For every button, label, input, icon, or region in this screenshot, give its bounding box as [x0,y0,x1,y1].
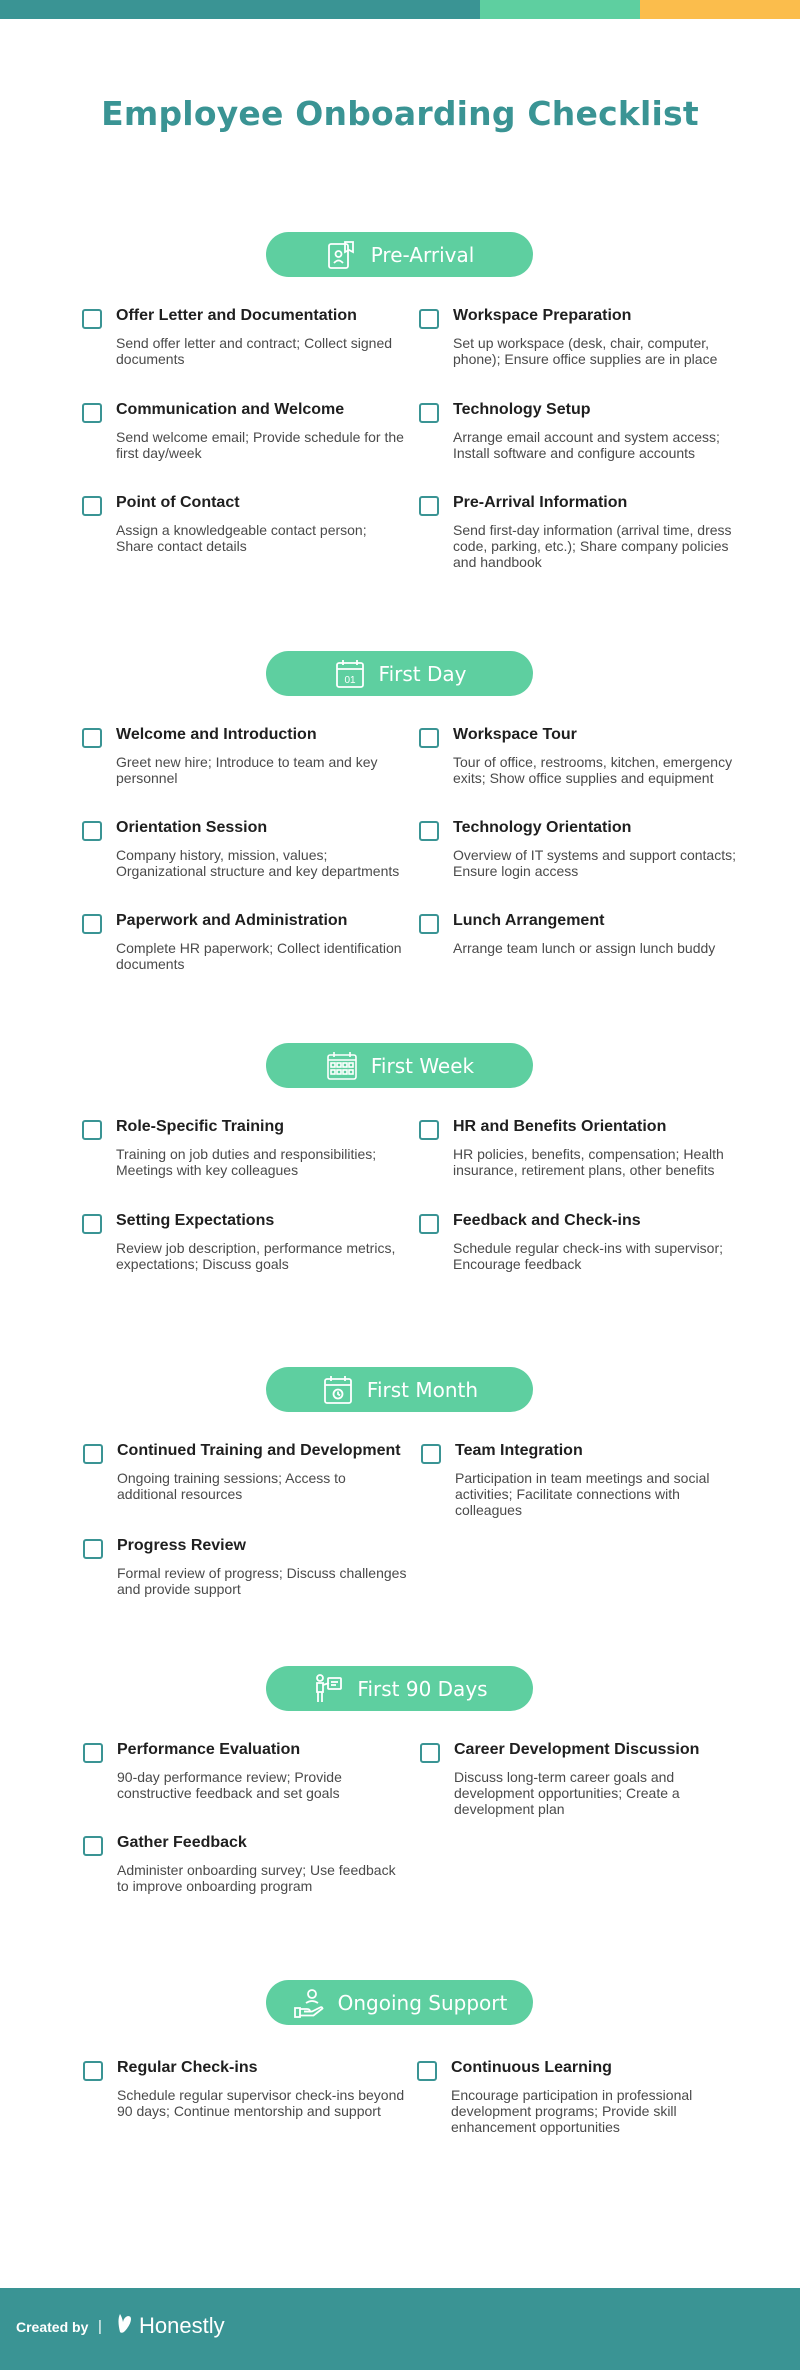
item-title: Offer Letter and Documentation [116,307,357,324]
item-title: Team Integration [455,1442,583,1459]
item-title: Workspace Preparation [453,307,632,324]
item-title: Gather Feedback [117,1834,247,1851]
item-description: Overview of IT systems and support contacts; Ensure login access [453,847,736,879]
svg-text:01: 01 [343,674,356,686]
item-title: Technology Setup [453,401,591,418]
section-label: Pre-Arrival [370,242,475,267]
checkbox[interactable] [83,1836,103,1856]
top-bar-teal-segment [0,0,480,19]
checkbox[interactable] [82,403,102,423]
item-description: Send first-day information (arrival time, dress code, parking, etc.); Share company policies and handbook [453,522,732,570]
item-title: Continued Training and Development [117,1442,401,1459]
section-label: First Day [378,661,467,686]
created-by-label: Created by [16,2319,89,2335]
item-title: Lunch Arrangement [453,912,605,929]
item-title: Progress Review [117,1537,246,1554]
top-bar-mint-segment [480,0,640,19]
item-description: Administer onboarding survey; Use feedback to improve onboarding program [117,1862,396,1894]
checkbox[interactable] [419,496,439,516]
presenter-icon [311,1672,345,1706]
section-pill-first-day [266,651,533,696]
item-description: Tour of office, restrooms, kitchen, emergency exits; Show office supplies and equipment [453,754,733,786]
brand-name: Honestly [139,2312,225,2338]
section-pill-first-week [266,1043,533,1088]
checkbox[interactable] [419,821,439,841]
section-pill-first-month [266,1367,533,1412]
checkbox[interactable] [419,728,439,748]
checkbox[interactable] [419,1120,439,1140]
item-title: Role-Specific Training [116,1118,285,1135]
item-title: Continuous Learning [451,2059,612,2076]
checkbox[interactable] [420,1743,440,1763]
checkbox[interactable] [83,1444,103,1464]
item-title: Setting Expectations [116,1212,275,1229]
item-title: Technology Orientation [453,819,632,836]
honestly-logo-icon [117,2312,135,2339]
item-description: HR policies, benefits, compensation; Health insurance, retirement plans, other benefits [453,1146,724,1178]
item-description: Training on job duties and responsibilities; Meetings with key colleagues [116,1146,377,1178]
section-label: First Month [366,1377,479,1402]
footer [0,2288,800,2370]
item-title: Point of Contact [116,494,240,511]
page-title: Employee Onboarding Checklist [101,94,699,133]
item-description: Arrange email account and system access; Install software and configure accounts [453,429,720,461]
checkbox[interactable] [82,728,102,748]
section-label: First Week [370,1053,475,1078]
item-title: HR and Benefits Orientation [453,1118,667,1135]
section-label: Ongoing Support [337,1990,508,2015]
section-pill-ongoing-support [266,1980,533,2025]
checkbox[interactable] [83,2061,103,2081]
checkbox[interactable] [419,914,439,934]
checkbox[interactable] [419,1214,439,1234]
checkbox[interactable] [82,1214,102,1234]
checkbox[interactable] [82,821,102,841]
item-title: Paperwork and Administration [116,912,348,929]
item-description: Discuss long-term career goals and development opportunities; Create a development plan [454,1769,680,1817]
helping-hand-icon [292,1986,326,2020]
checkbox[interactable] [419,309,439,329]
checkbox[interactable] [82,309,102,329]
item-description: Schedule regular check-ins with supervisor; Encourage feedback [453,1240,724,1272]
footer-separator: | [98,2318,102,2335]
id-badge-icon [325,238,359,272]
item-description: Review job description, performance metrics, expectations; Discuss goals [116,1240,396,1272]
checkbox[interactable] [82,496,102,516]
item-description: Set up workspace (desk, chair, computer, phone); Ensure office supplies are in place [453,335,718,367]
item-description: Schedule regular supervisor check-ins beyond 90 days; Continue mentorship and support [117,2087,405,2119]
top-color-bar [0,0,800,19]
checkbox[interactable] [82,1120,102,1140]
checkbox[interactable] [83,1743,103,1763]
item-title: Pre-Arrival Information [453,494,628,511]
item-description: Formal review of progress; Discuss challenges and provide support [117,1565,407,1597]
item-title: Feedback and Check-ins [453,1212,641,1229]
item-title: Welcome and Introduction [116,726,317,743]
section-label: First 90 Days [357,1676,488,1701]
checkbox[interactable] [417,2061,437,2081]
item-description: Participation in team meetings and social activities; Facilitate connections with colleagues [455,1470,710,1518]
calendar-day-icon [333,657,367,691]
section-pill-first-90-days [266,1666,533,1711]
calendar-week-icon [325,1049,359,1083]
checkbox[interactable] [419,403,439,423]
item-description: Complete HR paperwork; Collect identification documents [116,940,402,972]
item-title: Regular Check-ins [117,2059,258,2076]
calendar-month-icon [321,1373,355,1407]
checkbox[interactable] [83,1539,103,1559]
item-description: Company history, mission, values; Organizational structure and key departments [116,847,400,879]
item-title: Performance Evaluation [117,1741,301,1758]
item-description: Assign a knowledgeable contact person; Share contact details [116,522,367,554]
section-pill-pre-arrival [266,232,533,277]
item-title: Communication and Welcome [116,401,345,418]
item-title: Orientation Session [116,819,268,836]
checkbox[interactable] [82,914,102,934]
item-description: Send offer letter and contract; Collect signed documents [116,335,393,367]
item-description: Encourage participation in professional development programs; Provide skill enhancement opportunities [451,2087,693,2135]
checkbox[interactable] [421,1444,441,1464]
top-bar-amber-segment [640,0,800,19]
item-description: 90-day performance review; Provide constructive feedback and set goals [117,1769,342,1801]
item-description: Ongoing training sessions; Access to additional resources [117,1470,346,1502]
item-description: Greet new hire; Introduce to team and key personnel [116,754,378,786]
item-description: Send welcome email; Provide schedule for the first day/week [116,429,404,461]
item-description: Arrange team lunch or assign lunch buddy [453,940,716,956]
honestly-logo[interactable] [117,2312,225,2339]
item-title: Workspace Tour [453,726,577,743]
item-title: Career Development Discussion [454,1741,700,1758]
